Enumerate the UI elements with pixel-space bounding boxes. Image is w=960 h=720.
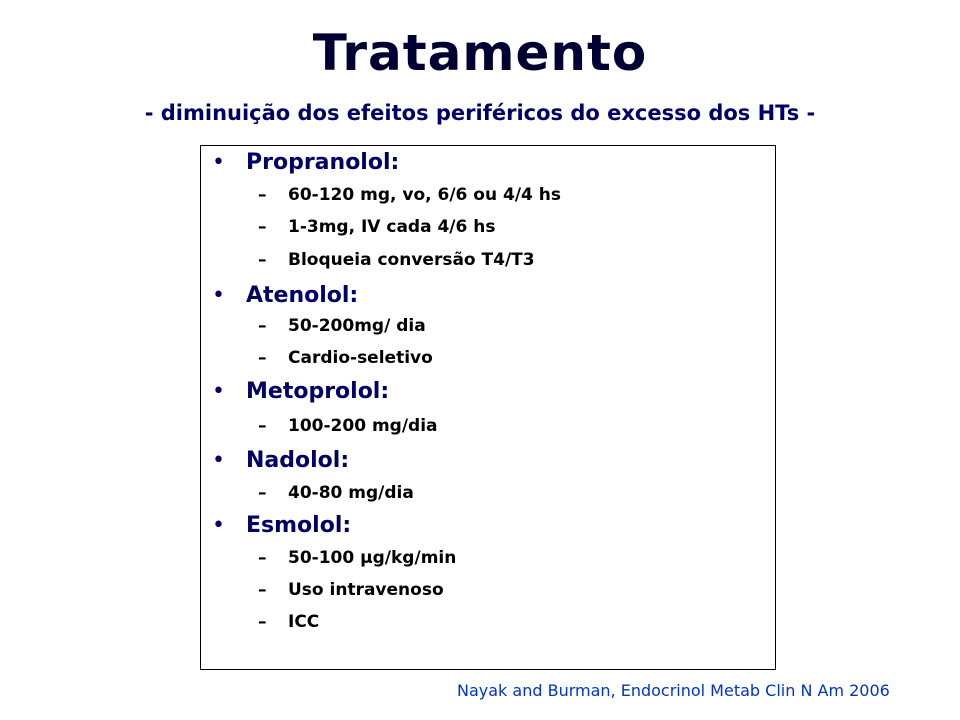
bullet-icon: • xyxy=(212,150,225,175)
drug-atenolol: Atenolol: xyxy=(246,283,359,308)
dash-icon: – xyxy=(258,416,267,436)
bullet-icon: • xyxy=(212,513,225,538)
dash-icon: – xyxy=(258,548,267,568)
detail-metoprolol-dose: 100-200 mg/dia xyxy=(288,416,438,436)
dash-icon: – xyxy=(258,580,267,600)
dash-icon: – xyxy=(258,483,267,503)
detail-propranolol-dose-oral: 60-120 mg, vo, 6/6 ou 4/4 hs xyxy=(288,185,562,205)
slide-title: Tratamento xyxy=(312,24,648,82)
detail-esmolol-dose: 50-100 μg/kg/min xyxy=(288,548,457,568)
dash-icon: – xyxy=(258,185,267,205)
dash-icon: – xyxy=(258,348,267,368)
drug-metoprolol: Metoprolol: xyxy=(246,379,390,404)
detail-propranolol-dose-iv: 1-3mg, IV cada 4/6 hs xyxy=(288,217,496,237)
dash-icon: – xyxy=(258,217,267,237)
bullet-icon: • xyxy=(212,283,225,308)
detail-esmolol-icc: ICC xyxy=(288,612,320,632)
detail-nadolol-dose: 40-80 mg/dia xyxy=(288,483,414,503)
dash-icon: – xyxy=(258,316,267,336)
bullet-icon: • xyxy=(212,379,225,404)
drug-esmolol: Esmolol: xyxy=(246,513,352,538)
detail-atenolol-selectivity: Cardio-seletivo xyxy=(288,348,433,368)
dash-icon: – xyxy=(258,250,267,270)
dash-icon: – xyxy=(258,612,267,632)
detail-propranolol-conversion: Bloqueia conversão T4/T3 xyxy=(288,250,535,270)
detail-atenolol-dose: 50-200mg/ dia xyxy=(288,316,426,336)
slide-subtitle: - diminuição dos efeitos periféricos do excesso dos HTs - xyxy=(144,101,816,125)
bullet-icon: • xyxy=(212,448,225,473)
drug-propranolol: Propranolol: xyxy=(246,150,400,175)
source-citation: Nayak and Burman, Endocrinol Metab Clin N Am 2006 xyxy=(457,681,890,700)
drug-nadolol: Nadolol: xyxy=(246,448,350,473)
detail-esmolol-route: Uso intravenoso xyxy=(288,580,444,600)
